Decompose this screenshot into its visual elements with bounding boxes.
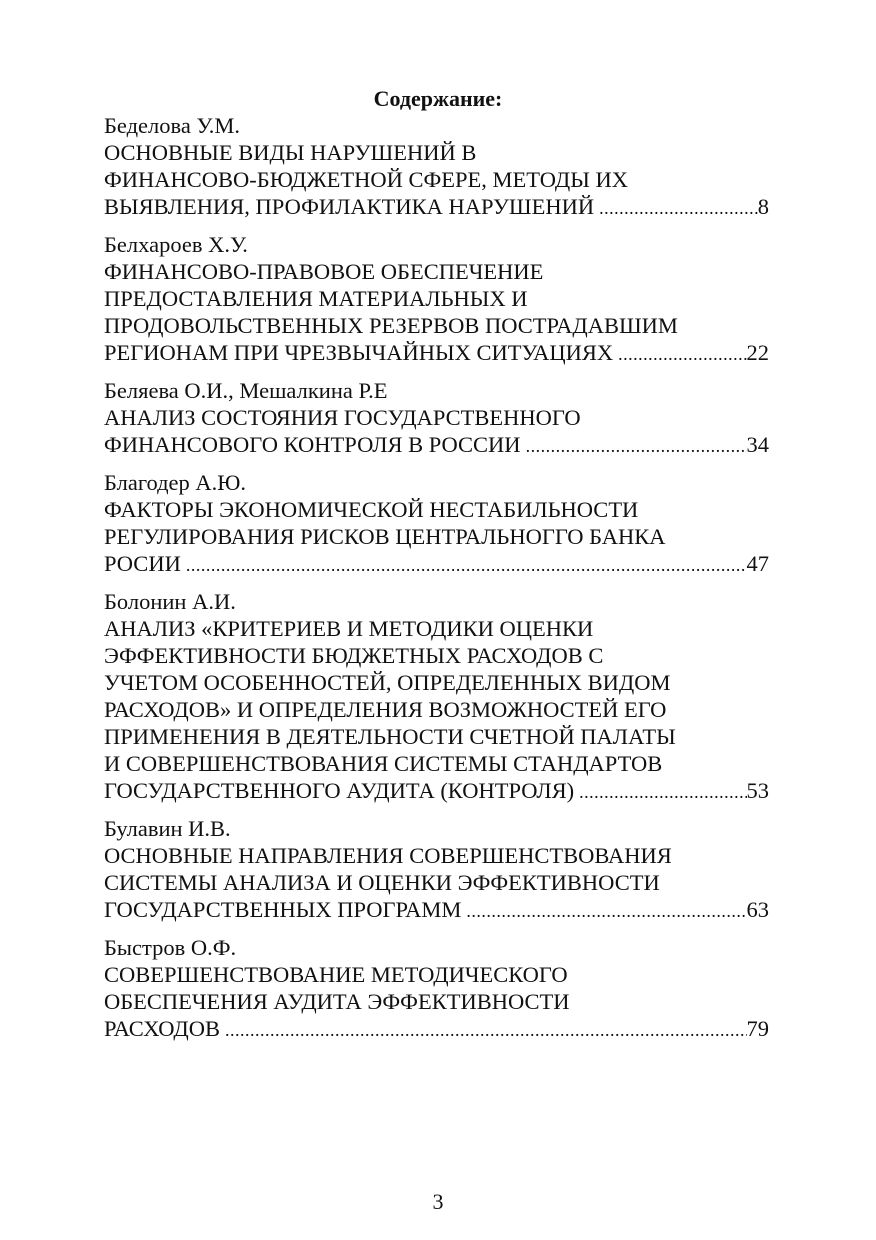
toc-entry-title-line: СОВЕРШЕНСТВОВАНИЕ МЕТОДИЧЕСКОГО [104,962,568,987]
dot-leader [461,898,746,925]
toc-entry-title-line: ОБЕСПЕЧЕНИЯ АУДИТА ЭФФЕКТИВНОСТИ [104,989,570,1014]
toc-entry [104,588,769,806]
toc-entry-last-line [104,431,769,460]
toc-entry-title-line: ГОСУДАРСТВЕННОГО АУДИТА (КОНТРОЛЯ) [104,778,575,803]
toc-entry [104,377,769,460]
toc-entry-title-line: ПРИМЕНЕНИЯ В ДЕЯТЕЛЬНОСТИ СЧЕТНОЙ ПАЛАТЫ [104,724,676,749]
toc-entry-title-line: РАСХОДОВ [104,1016,221,1041]
toc-entry-author: Быстров О.Ф. [104,935,237,960]
toc-entry-page: 53 [746,778,769,803]
toc-entry [104,934,769,1044]
toc-entry-title-line: ОСНОВНЫЕ НАПРАВЛЕНИЯ СОВЕРШЕНСТВОВАНИЯ [104,843,672,868]
toc-entry-last-line [104,896,769,925]
toc-entry-title-line: АНАЛИЗ «КРИТЕРИЕВ И МЕТОДИКИ ОЦЕНКИ [104,616,594,641]
toc-entry-title-line: РЕГУЛИРОВАНИЯ РИСКОВ ЦЕНТРАЛЬНОГГО БАНКА [104,524,666,549]
toc-entry-last-line [104,777,769,806]
toc-list [104,112,769,1053]
toc-entry-title-line: РОСИИ [104,551,181,576]
dot-leader [521,433,747,460]
toc-entry-last-line [104,550,769,579]
toc-entry-page: 47 [746,551,769,576]
toc-entry-page: 79 [746,1016,769,1041]
toc-entry-title-line: ФИНАНСОВО-БЮДЖЕТНОЙ СФЕРЕ, МЕТОДЫ ИХ [104,167,628,192]
toc-entry-title-line: ВЫЯВЛЕНИЯ, ПРОФИЛАКТИКА НАРУШЕНИЙ [104,194,595,219]
toc-entry-author: Белхароев Х.У. [104,232,248,257]
toc-entry-title-line: РЕГИОНАМ ПРИ ЧРЕЗВЫЧАЙНЫХ СИТУАЦИЯХ [104,340,614,365]
toc-entry [104,815,769,925]
toc-entry-title-line: РАСХОДОВ» И ОПРЕДЕЛЕНИЯ ВОЗМОЖНОСТЕЙ ЕГО [104,697,667,722]
toc-entry-title-line: АНАЛИЗ СОСТОЯНИЯ ГОСУДАРСТВЕННОГО [104,405,581,430]
toc-entry-title-line: СИСТЕМЫ АНАЛИЗА И ОЦЕНКИ ЭФФЕКТИВНОСТИ [104,870,660,895]
toc-entry-title-line: ФАКТОРЫ ЭКОНОМИЧЕСКОЙ НЕСТАБИЛЬНОСТИ [104,497,639,522]
dot-leader [181,552,747,579]
toc-entry-author: Беделова У.М. [104,113,240,138]
toc-entry-page: 8 [757,194,769,219]
toc-entry-last-line [104,339,769,368]
toc-entry-title-line: ПРОДОВОЛЬСТВЕННЫХ РЕЗЕРВОВ ПОСТРАДАВШИМ [104,313,678,338]
toc-title: Содержание: [373,86,503,111]
toc-entry-title-line: И СОВЕРШЕНСТВОВАНИЯ СИСТЕМЫ СТАНДАРТОВ [104,751,663,776]
toc-entry-title-line: ПРЕДОСТАВЛЕНИЯ МАТЕРИАЛЬНЫХ И [104,286,528,311]
toc-entry-title-line: УЧЕТОМ ОСОБЕННОСТЕЙ, ОПРЕДЕЛЕННЫХ ВИДОМ [104,670,671,695]
dot-leader [574,779,746,806]
toc-entry-title-line: ГОСУДАРСТВЕННЫХ ПРОГРАММ [104,897,462,922]
toc-entry-author: Болонин А.И. [104,589,236,614]
toc-entry-author: Булавин И.В. [104,816,231,841]
toc-entry [104,469,769,579]
dot-leader [220,1017,746,1044]
toc-entry-title-line: ЭФФЕКТИВНОСТИ БЮДЖЕТНЫХ РАСХОДОВ С [104,643,604,668]
toc-entry-page: 63 [746,897,769,922]
toc-entry-title-line: ОСНОВНЫЕ ВИДЫ НАРУШЕНИЙ В [104,140,477,165]
toc-entry-page: 34 [746,432,769,457]
toc-entry-author: Беляева О.И., Мешалкина Р.Е [104,378,388,403]
toc-entry-title-line: ФИНАНСОВО-ПРАВОВОЕ ОБЕСПЕЧЕНИЕ [104,259,544,284]
toc-entry-page: 22 [746,340,769,365]
toc-entry-title-line: ФИНАНСОВОГО КОНТРОЛЯ В РОССИИ [104,432,521,457]
toc-entry-author: Благодер А.Ю. [104,470,247,495]
toc-entry [104,112,769,222]
dot-leader [594,195,758,222]
dot-leader [613,341,746,368]
page-number: 3 [432,1189,444,1214]
toc-entry-last-line [104,1015,769,1044]
toc-entry [104,231,769,368]
toc-entry-last-line [104,193,769,222]
